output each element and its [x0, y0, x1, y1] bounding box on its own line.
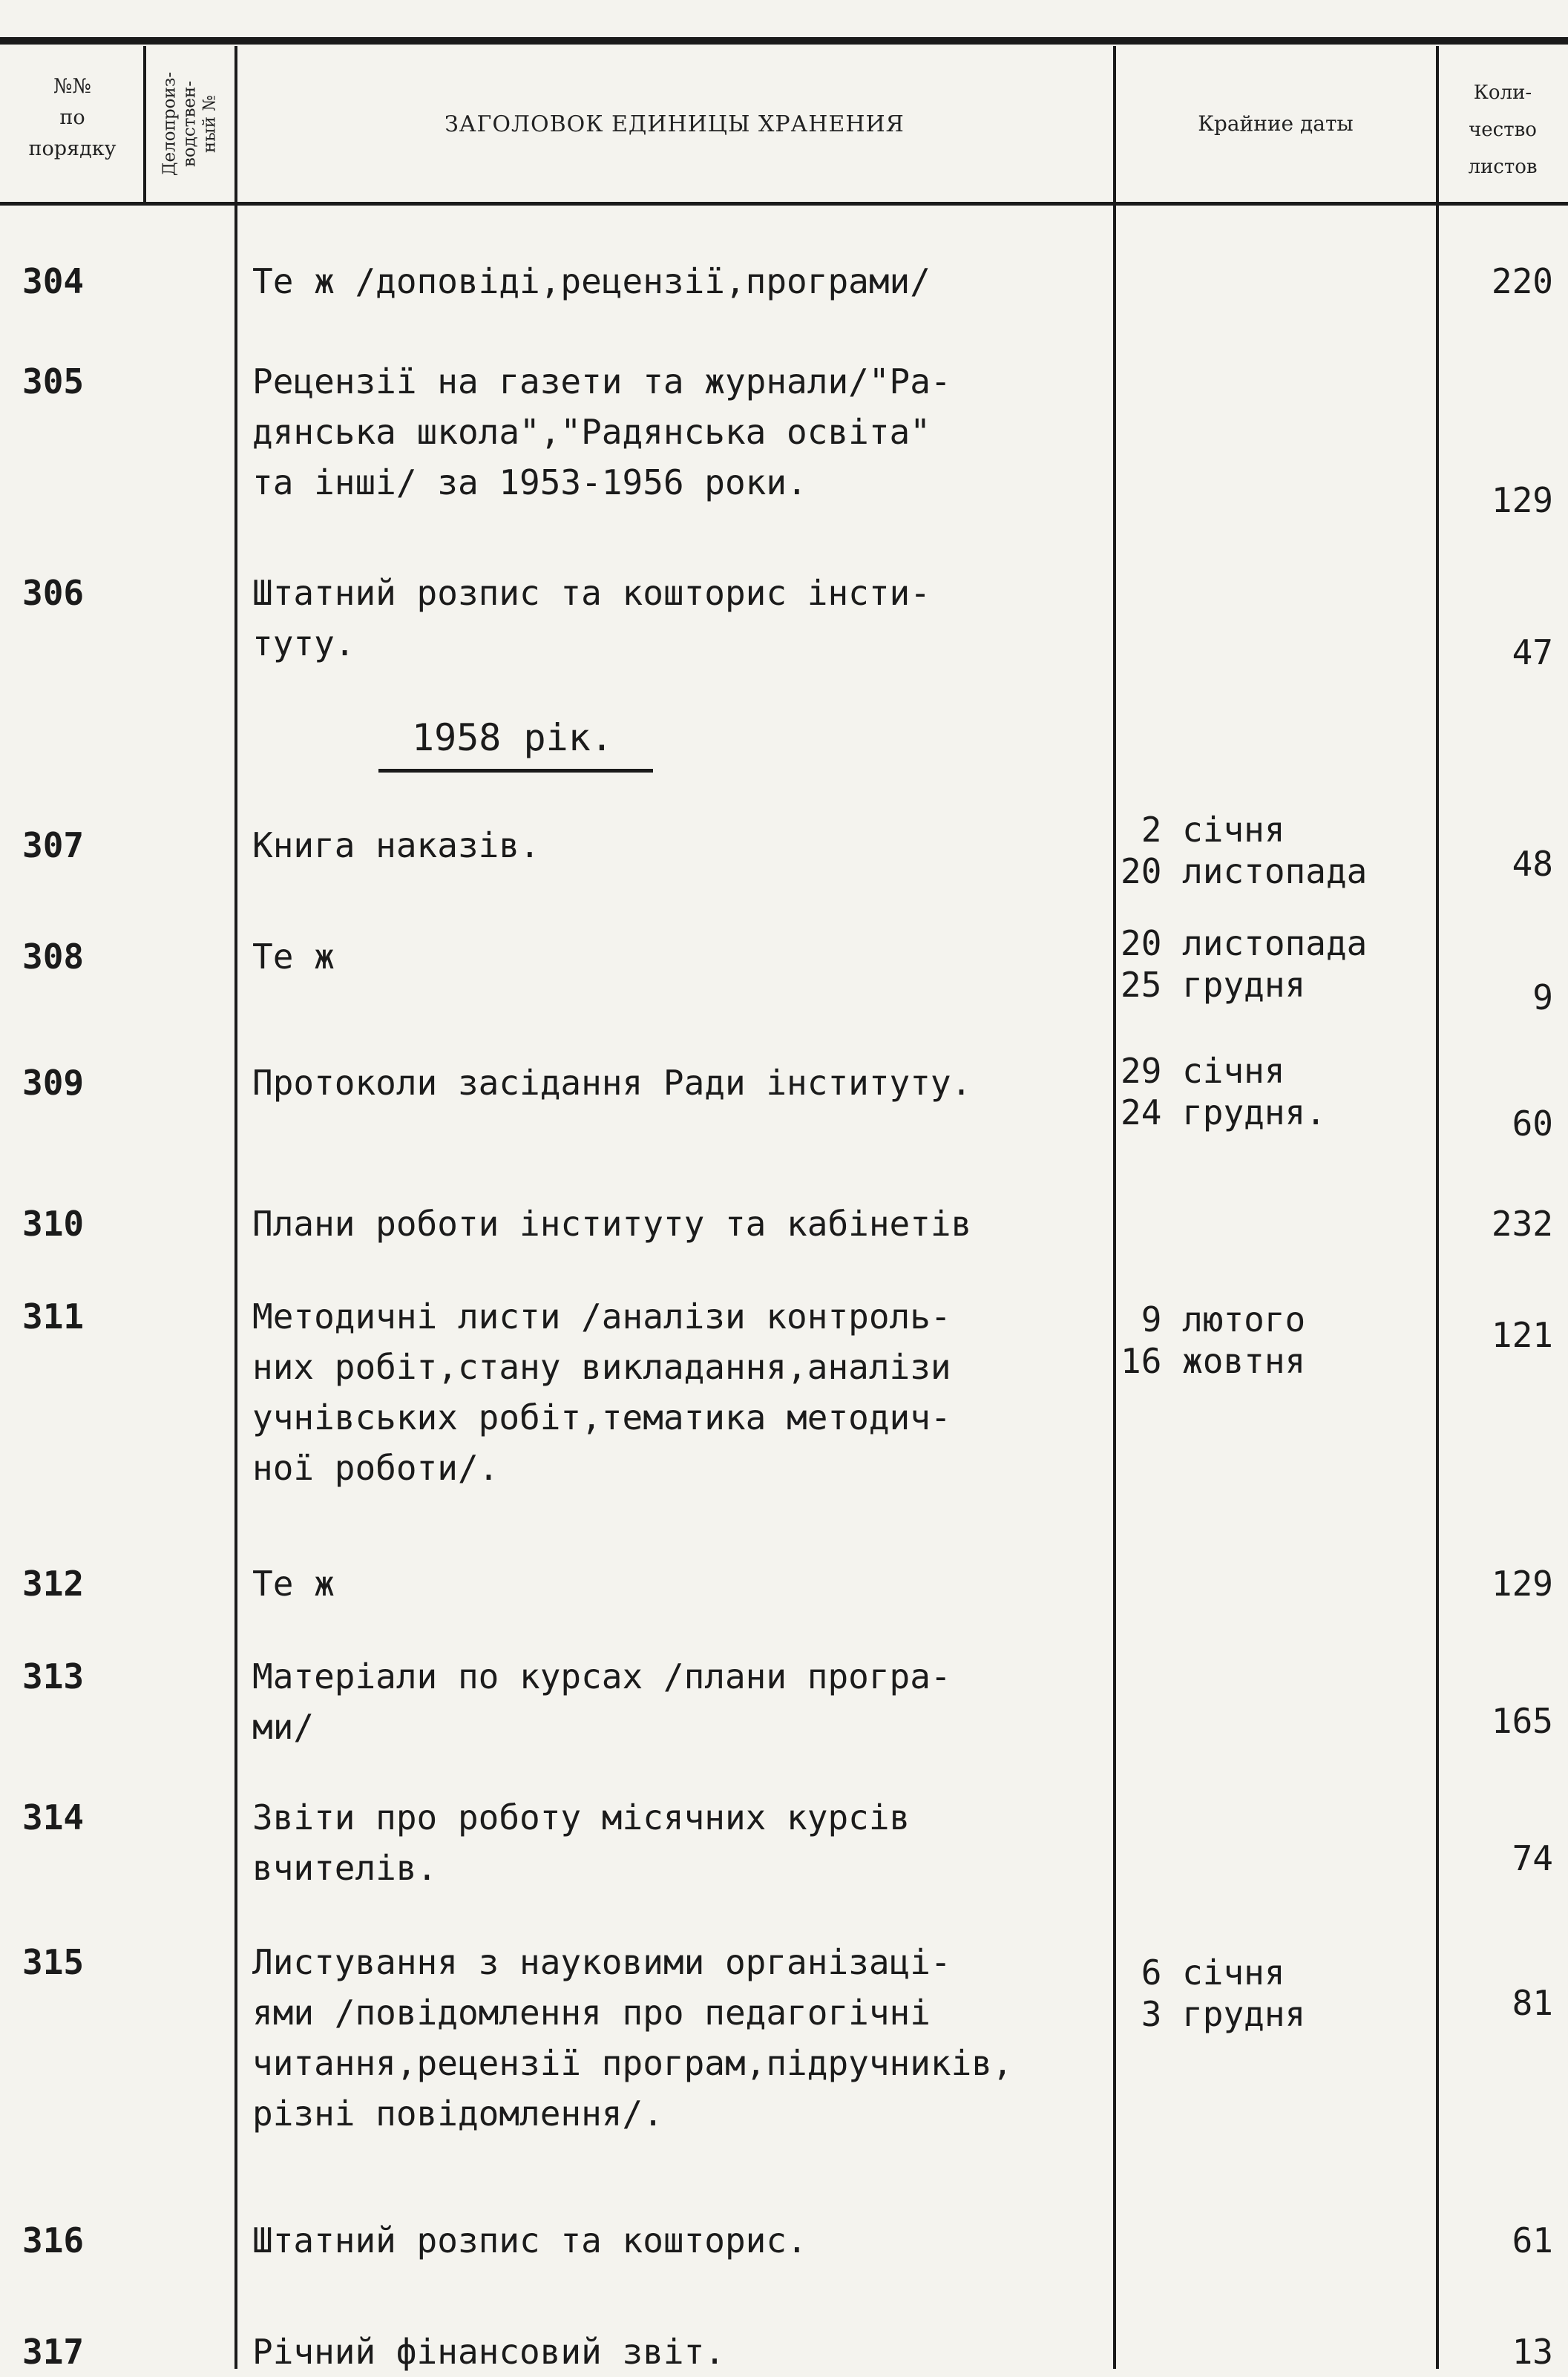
- header-count-line: листов: [1468, 156, 1538, 178]
- row-title-line: Те ж: [252, 1564, 335, 1604]
- row-date-line: 16 жовтня: [1121, 1341, 1306, 1381]
- row-number: 310: [22, 1204, 85, 1244]
- row-title-line: Листування з науковими організаці-: [252, 1942, 951, 1982]
- row-title: [252, 1558, 1113, 1609]
- header-number-line: по: [59, 106, 85, 129]
- row-title-line: Матеріали по курсах /плани програ-: [252, 1656, 951, 1696]
- row-number: 306: [22, 573, 85, 613]
- column-divider: [143, 46, 146, 202]
- row-number: 311: [22, 1296, 85, 1337]
- row-dates: [1121, 922, 1367, 1006]
- header-number-line: №№: [53, 75, 92, 98]
- row-title-line: Книга наказів.: [252, 825, 540, 865]
- row-date-line: 6 січня: [1121, 1953, 1285, 1993]
- row-dates: [1121, 809, 1367, 892]
- row-title-line: ної роботи/.: [252, 1448, 499, 1488]
- row-title: [252, 820, 1113, 871]
- row-title: [252, 2215, 1113, 2266]
- row-date-line: 3 грудня: [1121, 1994, 1306, 2034]
- row-number: 312: [22, 1564, 85, 1604]
- row-dates: [1121, 1952, 1305, 2035]
- row-date-line: 20 листопада: [1121, 851, 1368, 891]
- row-date-line: 29 січня: [1121, 1051, 1285, 1091]
- row-number: 305: [22, 361, 85, 401]
- header-number-line: порядку: [28, 137, 117, 160]
- year-underline: [378, 769, 653, 773]
- row-number: 307: [22, 825, 85, 865]
- row-date-line: 2 січня: [1121, 810, 1285, 850]
- row-title: [252, 931, 1113, 982]
- row-sheet-count: 81: [1512, 1983, 1553, 2023]
- row-number: 314: [22, 1797, 85, 1837]
- row-sheet-count: 232: [1491, 1204, 1553, 1244]
- row-sheet-count: 74: [1512, 1838, 1553, 1878]
- row-title-line: Штатний розпис та кошторис інсти-: [252, 573, 931, 613]
- row-title-line: ями /повідомлення про педагогічні: [252, 1993, 931, 2033]
- row-title: [252, 1199, 1113, 1249]
- row-date-line: 24 грудня.: [1121, 1092, 1326, 1132]
- header-count-column: [1440, 74, 1566, 186]
- row-title-line: ми/: [252, 1707, 315, 1747]
- row-sheet-count: 129: [1491, 1564, 1553, 1604]
- row-title-line: туту.: [252, 623, 355, 663]
- row-date-line: 20 листопада: [1121, 923, 1368, 963]
- row-title: [252, 256, 1113, 306]
- row-number: 316: [22, 2220, 85, 2260]
- row-number: 315: [22, 1942, 85, 1982]
- header-count-line: Коли-: [1473, 82, 1532, 104]
- header-code-line: ный №: [200, 94, 220, 154]
- row-sheet-count: 47: [1512, 632, 1553, 672]
- header-count-line: чество: [1469, 119, 1537, 141]
- header-code-label: [160, 72, 220, 176]
- row-title-line: Те ж: [252, 937, 335, 977]
- header-dates-column: Крайние даты: [1198, 111, 1354, 136]
- row-title-line: дянська школа","Радянська освіта": [252, 412, 931, 452]
- row-title: [252, 1651, 1113, 1752]
- row-title: [252, 356, 1113, 508]
- header-code-column: [148, 46, 232, 202]
- row-sheet-count: 220: [1491, 261, 1553, 301]
- row-title: [252, 568, 1113, 669]
- row-title: [252, 1291, 1113, 1493]
- row-number: 313: [22, 1656, 85, 1696]
- row-title-line: Протоколи засідання Ради інституту.: [252, 1063, 972, 1103]
- top-rule: [0, 37, 1568, 45]
- row-title-line: них робіт,стану викладання,аналізи: [252, 1347, 951, 1387]
- row-date-line: 9 лютого: [1121, 1299, 1306, 1340]
- row-title-line: Річний фінансовий звіт.: [252, 2332, 725, 2372]
- row-sheet-count: 129: [1491, 480, 1553, 520]
- column-divider: [1436, 46, 1439, 2369]
- row-date-line: 25 грудня: [1121, 965, 1306, 1005]
- row-title: [252, 1058, 1113, 1108]
- column-divider: [1113, 46, 1116, 2369]
- row-sheet-count: 13: [1512, 2332, 1553, 2372]
- row-dates: [1121, 1050, 1326, 1133]
- column-divider: [234, 46, 237, 2369]
- row-number: 308: [22, 937, 85, 977]
- row-sheet-count: 60: [1512, 1104, 1553, 1144]
- row-title-line: Методичні листи /аналізи контроль-: [252, 1296, 951, 1337]
- year-heading: 1958 рік.: [412, 716, 613, 759]
- row-title: [252, 2327, 1113, 2377]
- row-title: [252, 1792, 1113, 1893]
- header-title-column: ЗАГОЛОВОК ЕДИНИЦЫ ХРАНЕНИЯ: [445, 111, 905, 137]
- header-code-line: Делопроиз-: [160, 71, 180, 177]
- row-title-line: різні повідомлення/.: [252, 2094, 663, 2134]
- row-number: 317: [22, 2332, 85, 2372]
- row-sheet-count: 61: [1512, 2220, 1553, 2260]
- row-title-line: Плани роботи інституту та кабінетів: [252, 1204, 972, 1244]
- row-title-line: Звіти про роботу місячних курсів: [252, 1797, 911, 1837]
- row-sheet-count: 165: [1491, 1701, 1553, 1741]
- header-number-column: [7, 71, 137, 165]
- row-title-line: Рецензії на газети та журнали/"Ра-: [252, 361, 951, 401]
- row-dates: [1121, 1299, 1305, 1382]
- row-title-line: читання,рецензії програм,підручників,: [252, 2043, 1013, 2083]
- row-title-line: Те ж /доповіді,рецензії,програми/: [252, 261, 931, 301]
- row-title-line: учнівських робіт,тематика методич-: [252, 1397, 951, 1437]
- row-sheet-count: 121: [1491, 1315, 1553, 1355]
- row-title-line: вчителів.: [252, 1848, 438, 1888]
- row-title-line: та інші/ за 1953-1956 роки.: [252, 462, 807, 502]
- row-title-line: Штатний розпис та кошторис.: [252, 2220, 807, 2260]
- row-title: [252, 1937, 1113, 2139]
- row-sheet-count: 9: [1532, 977, 1553, 1017]
- row-number: 304: [22, 261, 85, 301]
- header-code-line: водствен-: [180, 80, 200, 168]
- row-number: 309: [22, 1063, 85, 1103]
- row-sheet-count: 48: [1512, 844, 1553, 884]
